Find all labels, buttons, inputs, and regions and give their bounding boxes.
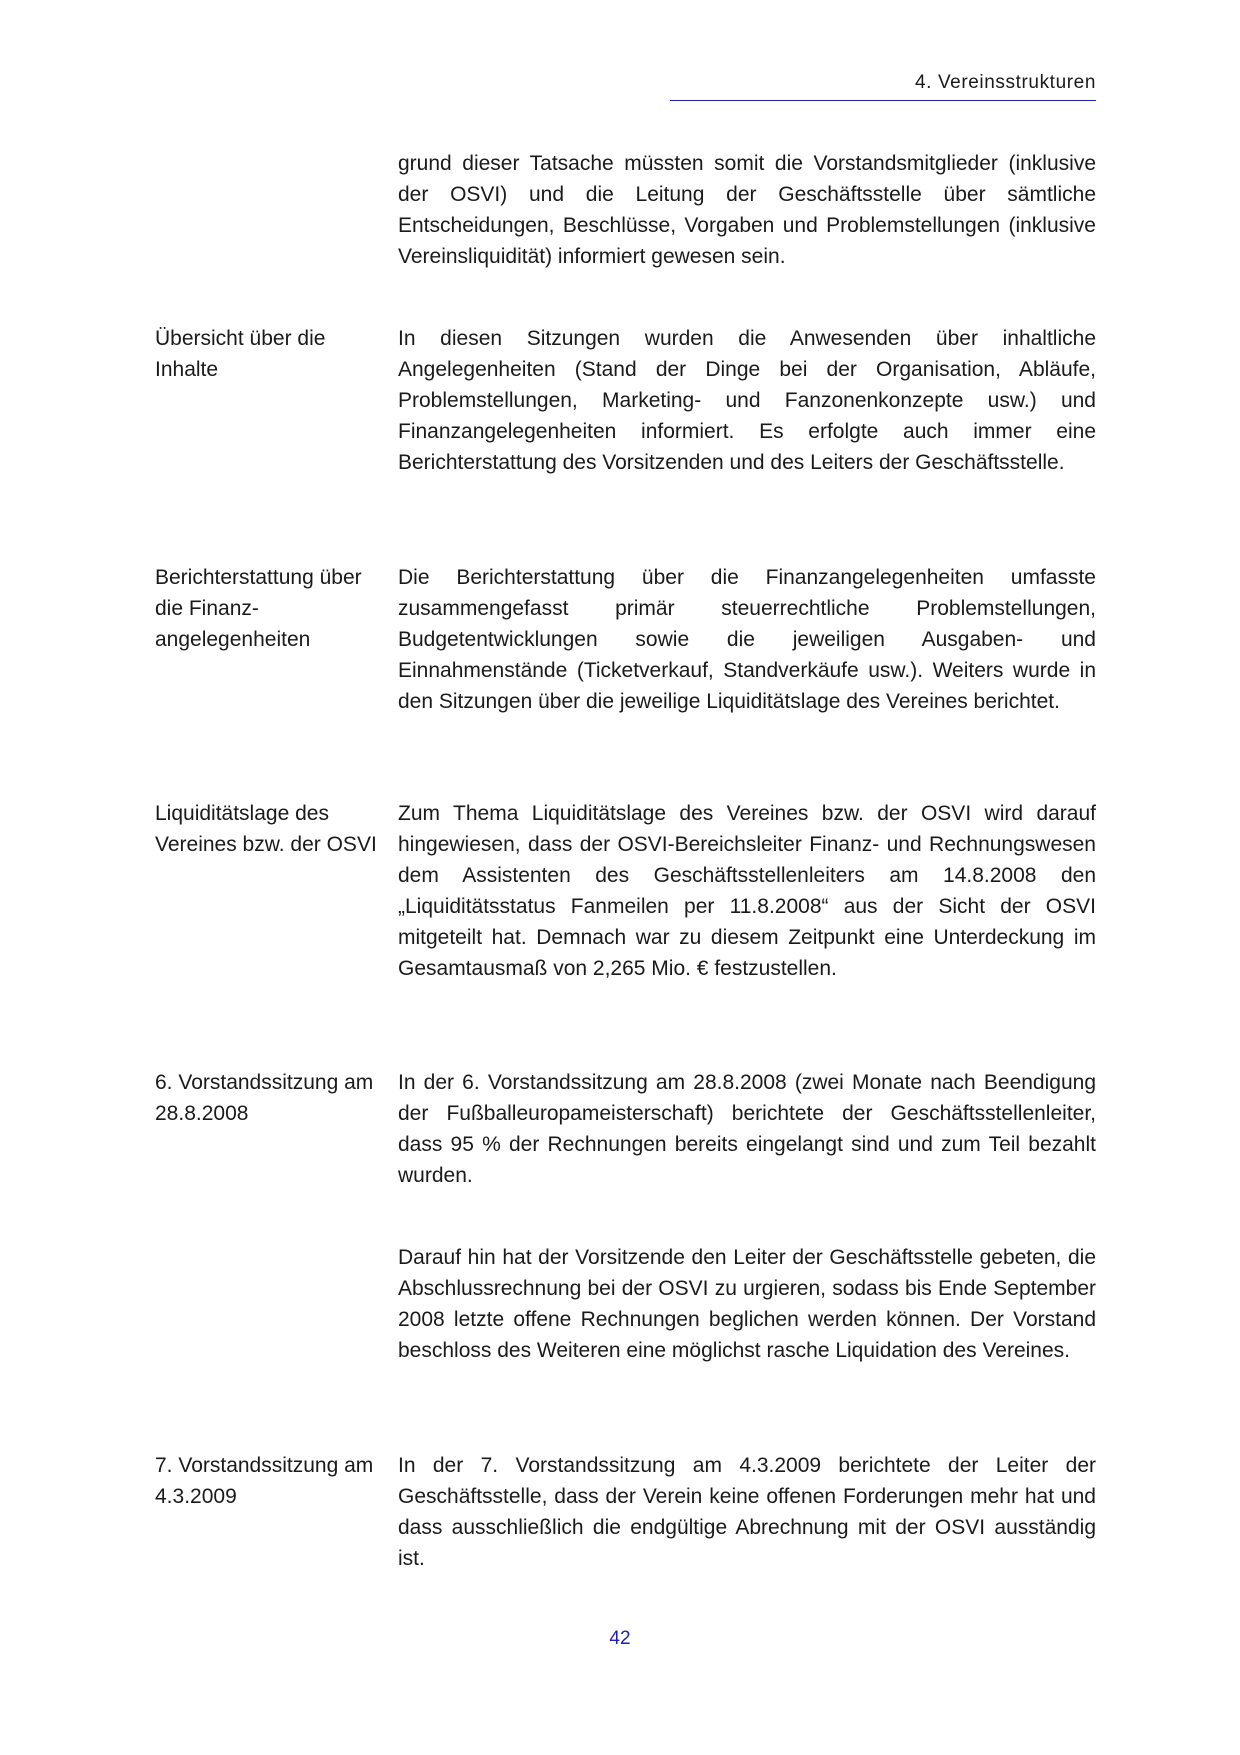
margin-note-4: Liquiditätslage des Vereines bzw. der OSVI xyxy=(155,802,377,856)
header-divider xyxy=(670,100,1096,101)
margin-note-5: 6. Vorstandssitzung am 28.8.2008 xyxy=(155,1071,374,1125)
paragraph-2: In diesen Sitzungen wurden die Anwesenden über inhaltliche Angelegenheiten (Stand der Dinge bei der Organisation, Abläufe, Problemstellungen, Marketing- und Fanzonenkonzepte usw.) und Finanzangelegenheiten informiert. Es erfolgte auch immer eine Berichterstattung des Vorsitzenden und des Leiters der Geschäftsstelle. xyxy=(398,327,1096,474)
paragraph-4: Zum Thema Liquiditätslage des Vereines bzw. der OSVI wird darauf hingewiesen, dass der OSVI-Bereichsleiter Finanz- und Rechnungswesen dem Assistenten des Geschäftsstellenleiters am 14.8.2008 den „Liquiditätsstatus Fanmeilen per 11.8.2008“ aus der Sicht der OSVI mitgeteilt hat. Demnach war zu diesem Zeitpunkt eine Unterdeckung im Gesamtausmaß von 2,265 Mio. € festzustellen. xyxy=(398,802,1096,980)
paragraph-3: Die Berichterstattung über die Finanzangelegenheiten umfasste zusammengefasst primär steuerrechtliche Problemstellungen, Budgetentwicklungen sowie die jeweiligen Ausgaben- und Einnahmenstände (Ticketverkauf, Standverkäufe usw.). Weiters wurde in den Sitzungen über die jeweilige Liquiditätslage des Vereines berichtet. xyxy=(398,566,1096,713)
margin-note-7: 7. Vorstandssitzung am 4.3.2009 xyxy=(155,1454,374,1508)
paragraph-1: grund dieser Tatsache müssten somit die Vorstandsmitglieder (inklusive der OSVI) und die Leitung der Geschäftsstelle über sämtliche Entscheidungen, Beschlüsse, Vorgaben und Problemstellungen (inklusive Vereinsliquidität) informiert gewesen sein. xyxy=(398,152,1096,268)
margin-note-2: Übersicht über die Inhalte xyxy=(155,327,326,381)
page-number: 42 xyxy=(609,1628,631,1649)
paragraph-7: In der 7. Vorstandssitzung am 4.3.2009 berichtete der Leiter der Geschäftsstelle, dass der Verein keine offenen Forderungen mehr hat und dass ausschließlich die endgültige Abrechnung mit der OSVI ausständig ist. xyxy=(398,1454,1096,1570)
paragraph-5: In der 6. Vorstandssitzung am 28.8.2008 (zwei Monate nach Beendigung der Fußballeuropameisterschaft) berichtete der Geschäftsstellenleiter, dass 95 % der Rechnungen bereits eingelangt sind und zum Teil bezahlt wurden. xyxy=(398,1071,1096,1187)
paragraph-6: Darauf hin hat der Vorsitzende den Leiter der Geschäftsstelle gebeten, die Abschlussrechnung bei der OSVI zu urgieren, sodass bis Ende September 2008 letzte offene Rechnungen beglichen werden können. Der Vorstand beschloss des Weiteren eine möglichst rasche Liquidation des Vereines. xyxy=(398,1246,1096,1362)
margin-note-3: Berichterstattung über die Finanzangelegenheiten xyxy=(155,566,362,651)
chapter-header: 4. Vereinsstrukturen xyxy=(915,72,1096,93)
